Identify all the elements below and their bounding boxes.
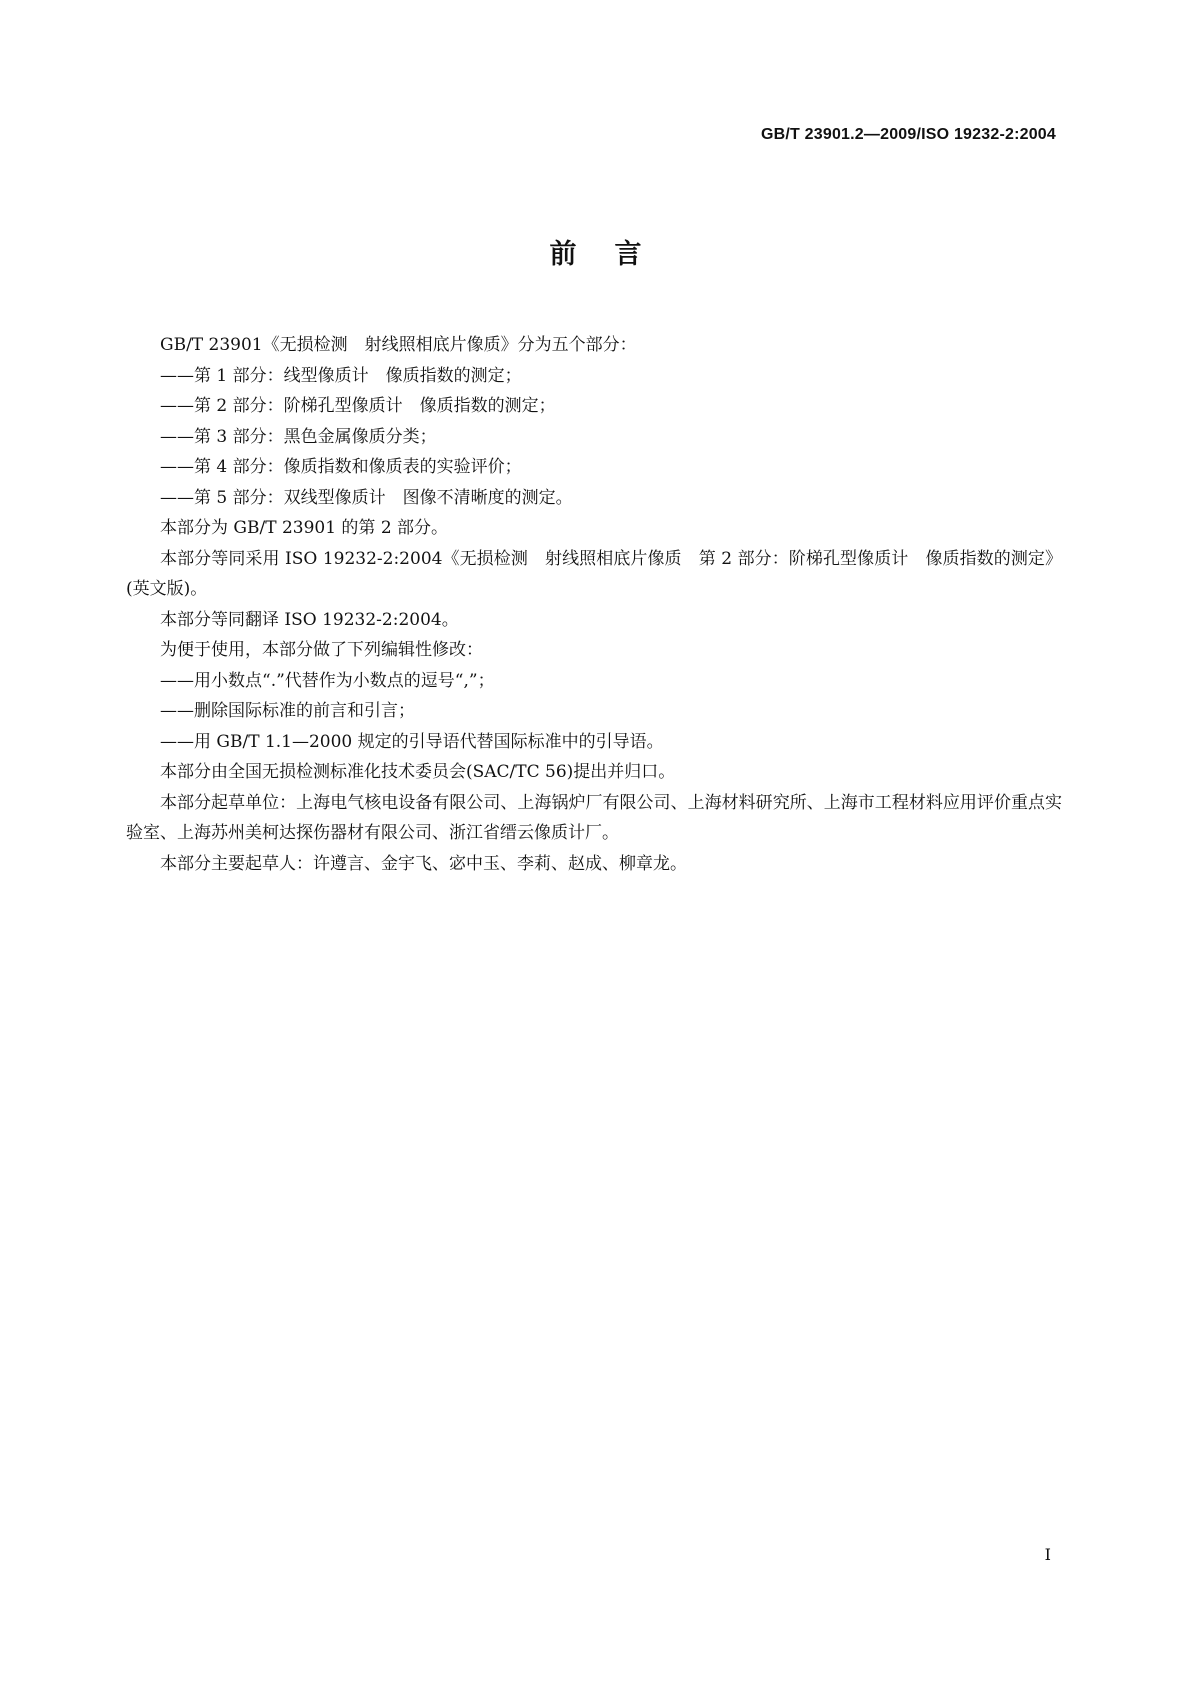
paragraph-editorial-changes: 为便于使用，本部分做了下列编辑性修改： <box>160 640 483 660</box>
list-item-part-4: ——第 4 部分：像质指数和像质表的实验评价； <box>160 457 522 477</box>
page-title: 前言 <box>549 239 680 270</box>
page-number: I <box>1044 1545 1051 1564</box>
foreword-body <box>126 330 1062 879</box>
paragraph-identical-adoption: 本部分等同采用 ISO 19232-2:2004《无损检测 射线照相底片像质 第 2 部分：阶梯孔型像质计 像质指数的测定》(英文版)。 <box>126 548 1062 599</box>
paragraph-drafters: 本部分主要起草人：许遵言、金宇飞、宓中玉、李莉、赵成、柳章龙。 <box>160 853 687 874</box>
list-item-part-3: ——第 3 部分：黑色金属像质分类； <box>160 426 437 447</box>
standard-number-header: GB/T 23901.2—2009/ISO 19232-2:2004 <box>761 126 1056 143</box>
list-item-part-2: ——第 2 部分：阶梯孔型像质计 像质指数的测定； <box>160 396 556 416</box>
list-item-part-5: ——第 5 部分：双线型像质计 图像不清晰度的测定。 <box>160 487 573 508</box>
list-item-lead-in: ——用 GB/T 1.1—2000 规定的引导语代替国际标准中的引导语。 <box>160 731 664 752</box>
paragraph-identical-translation: 本部分等同翻译 ISO 19232-2:2004。 <box>160 609 459 630</box>
list-item-delete-foreword: ——删除国际标准的前言和引言； <box>160 701 415 721</box>
paragraph-this-part: 本部分为 GB/T 23901 的第 2 部分。 <box>160 518 449 538</box>
paragraph-drafting-units: 本部分起草单位：上海电气核电设备有限公司、上海锅炉厂有限公司、上海材料研究所、上海市工程材料应用评价重点实验室、上海苏州美柯达探伤器材有限公司、浙江省缙云像质计厂。 <box>126 792 1062 843</box>
list-item-part-1: ——第 1 部分：线型像质计 像质指数的测定； <box>160 365 522 386</box>
paragraph-proposed-by: 本部分由全国无损检测标准化技术委员会(SAC/TC 56)提出并归口。 <box>160 762 676 782</box>
list-item-decimal-point: ——用小数点“.”代替作为小数点的逗号“,”； <box>160 670 495 691</box>
paragraph-parts-intro: GB/T 23901《无损检测 射线照相底片像质》分为五个部分： <box>160 335 637 355</box>
